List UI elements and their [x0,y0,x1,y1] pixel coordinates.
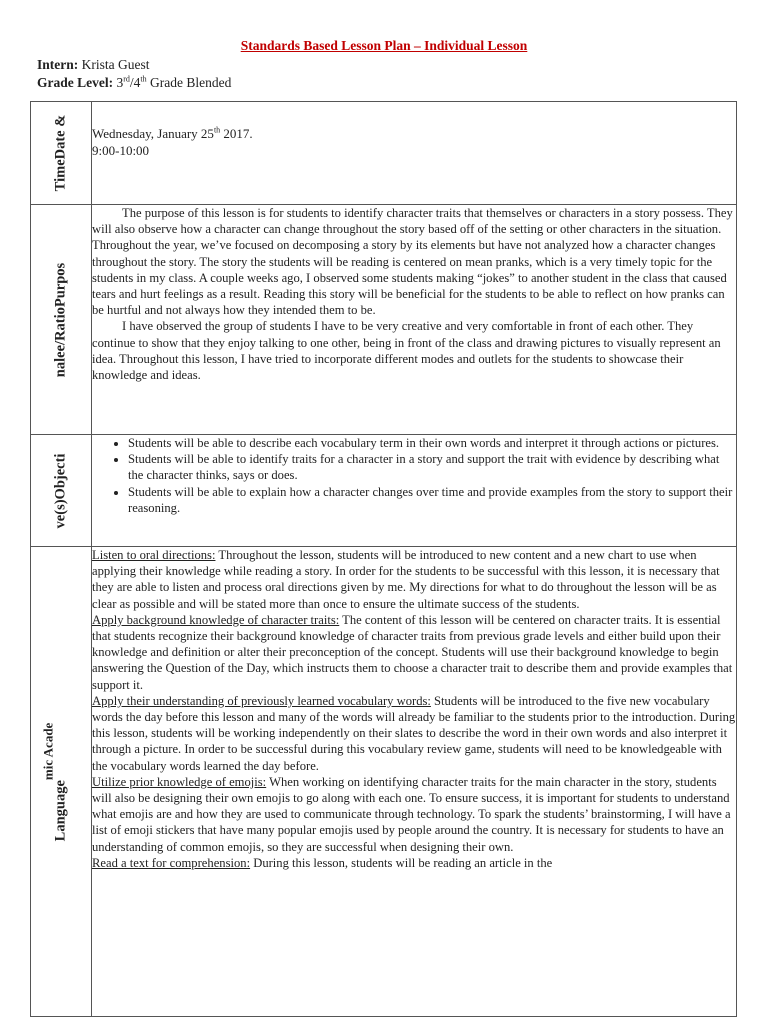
section-heading: Listen to oral directions: [92,548,216,562]
lesson-date: Wednesday, January 25th 2017. [92,125,253,141]
intern-name: Krista Guest [81,57,150,72]
objectives-cell [92,435,737,547]
rationale-paragraph: The purpose of this lesson is for students to identify character traits that themselves or characters in a story possess. They will also observe how a character can change throughout the story based off of the setting or other characters in the situation. Throughout the year, we’ve focused on decomposing a story by its elements but have not analyzed how a character changes throughout the story. The story the students will be reading is centered on mean pranks, which is a very timely topic for the students in my class. A couple weeks ago, I observed some students making “jokes” to another student in the class that caused tears and hurt feelings as a result. Reading this story will be beneficial for the students to be able to reflect on how pranks can be hurtful and not always how they intended them to be. [92,206,733,318]
intern-label: Intern: [37,57,79,72]
section-heading: Utilize prior knowledge of emojis: [92,774,267,789]
language-section: Listen to oral directions: Throughout the lesson, students will be introduced to new content and a new chart to use when applying their knowledge while reading a story. In order for the students to be successful with this lesson, it is necessary that they are able to listen and process oral directions given by me. My directions for what to do throughout the lesson will be as clear as possible and will be stated more than once to ensure the ultimate success of the students. [92,548,720,611]
time-date-cell [92,102,737,205]
row-label-cell [31,547,92,1017]
language-section: Apply their understanding of previously learned vocabulary words: Students will be introduced to the five new vocabulary words the day before this lesson and many of the words will already be familiar to the students prior to the introduction. During this lesson, students will be working independently on their slates to describe the word in their own words and also interpret it through a picture. In order to be successful during this vocabulary review game, students will need to be knowledgeable with the vocabulary words learned the day before. [92,693,736,773]
grade-label: Grade Level: [37,75,114,90]
objectives-list [92,435,736,516]
section-heading: Apply their understanding of previously learned vocabulary words: [92,693,431,708]
document-title: Standards Based Lesson Plan – Individual Lesson [240,38,528,53]
language-section: Utilize prior knowledge of emojis: When working on identifying character traits for the main character in the story, students will also be designing their own emojis to go along with each one. To ensure success, it is important for students to understand what emojis are and how they are used to communicate through technology. To spark the students’ brainstorming, I will have a list of emoji stickers that have many popular emojis used by people around the country. It is necessary for students to have an understanding of common emojis, so they are successful when designing their own. [92,774,731,854]
grade-value: 3rd/4th Grade Blended [116,74,232,90]
academic-language-cell [92,547,737,1017]
row-label-academic-language: Language$^{mic Acade}$ [40,722,69,841]
table-row-rationale [31,205,737,435]
list-item: • Students will be able to describe each vocabulary term in their own words and interpret it through actions or pictures. [128,435,736,451]
table-row-time-date [31,102,737,205]
rationale-cell [92,205,737,435]
row-label-cell [31,205,92,435]
row-label-cell [31,435,92,547]
language-section: Read a text for comprehension: During this lesson, students will be reading an article in the [92,855,553,870]
language-section: Apply background knowledge of character traits: The content of this lesson will be centered on character traits. It is essential that students recognize their background knowledge of character traits from previous grade levels and either build upon their knowledge and definition or alter their preconception of the concept. Students will use their background knowledge to begin answering the Question of the Day, which instructs them to choose a character trait to describe them and provide examples that support it. [92,612,733,692]
grade-line [37,75,231,91]
intern-line [37,57,150,73]
row-label-rationale: nalee/RatioPurpos [52,262,69,377]
table-row-academic-language [31,547,737,1017]
row-label-time-date: TimeDate & [52,114,69,192]
lesson-plan-table [30,101,737,1017]
rationale-paragraph: I have observed the group of students I have to be very creative and very comfortable in front of each other. They continue to show that they enjoy talking to one other, being in front of the class and drawing pictures to visually represent an idea. Throughout this lesson, I have tried to incorporate different modes and outlets for the students to showcase their knowledge and ideas. [92,319,721,383]
lesson-time: 9:00-10:00 [92,143,150,158]
row-label-objectives: ve(s)Objecti [52,453,69,528]
list-item: • Students will be able to identify traits for a character in a story and support the trait with evidence by describing what the character thinks, says or does. [128,451,736,483]
section-heading: Apply background knowledge of character traits: [92,612,340,627]
table-row-objectives [31,435,737,547]
section-heading: Read a text for comprehension: [92,855,251,870]
row-label-cell [31,102,92,205]
list-item: • Students will be able to explain how a character changes over time and provide examples from the story to support their reasoning. [128,484,736,516]
